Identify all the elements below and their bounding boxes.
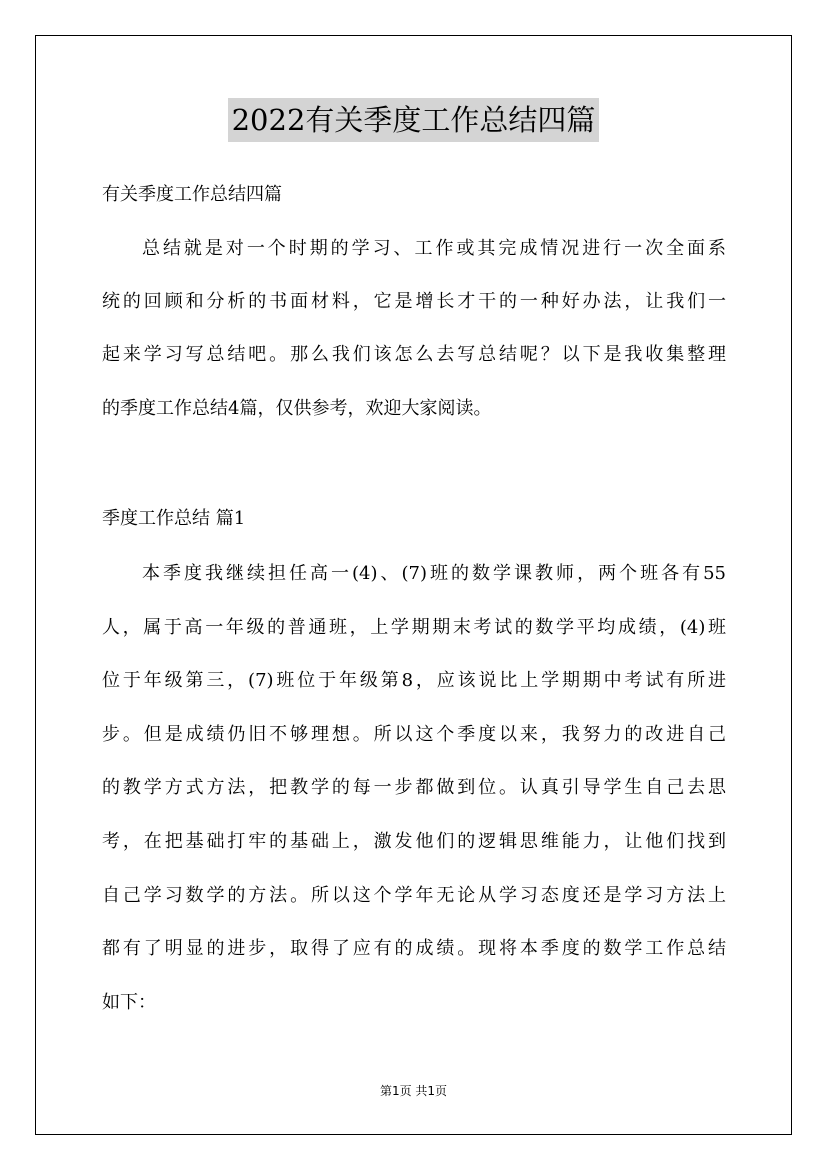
section-line: 步。但是成绩仍旧不够理想。所以这个季度以来，我努力的改进自己 <box>102 724 726 745</box>
intro-line: 的季度工作总结4篇，仅供参考，欢迎大家阅读。 <box>102 398 492 419</box>
section-line: 本季度我继续担任高一(4)、(7)班的数学课教师，两个班各有55 <box>142 563 726 584</box>
document-title: 2022有关季度工作总结四篇 <box>228 98 600 142</box>
section-line: 如下： <box>102 992 156 1013</box>
intro-line: 总结就是对一个时期的学习、工作或其完成情况进行一次全面系 <box>142 238 726 259</box>
section-line: 位于年级第三，(7)班位于年级第8，应该说比上学期期中考试有所进 <box>102 670 726 691</box>
intro-line: 起来学习写总结吧。那么我们该怎么去写总结呢？以下是我收集整理 <box>102 344 726 365</box>
section-line: 考，在把基础打牢的基础上，激发他们的逻辑思维能力，让他们找到 <box>102 831 726 852</box>
title-container <box>0 98 827 142</box>
intro-line: 统的回顾和分析的书面材料，它是增长才干的一种好办法，让我们一 <box>102 291 726 312</box>
page-footer: 第1页 共1页 <box>379 1084 448 1098</box>
section-heading: 季度工作总结 篇1 <box>102 508 246 529</box>
section-line: 自己学习数学的方法。所以这个学年无论从学习态度还是学习方法上 <box>102 885 726 906</box>
subtitle: 有关季度工作总结四篇 <box>102 184 282 205</box>
section-line: 的教学方式方法，把教学的每一步都做到位。认真引导学生自己去思 <box>102 777 726 798</box>
section-line: 都有了明显的进步，取得了应有的成绩。现将本季度的数学工作总结 <box>102 938 726 959</box>
section-line: 人，属于高一年级的普通班，上学期期末考试的数学平均成绩，(4)班 <box>102 617 726 638</box>
